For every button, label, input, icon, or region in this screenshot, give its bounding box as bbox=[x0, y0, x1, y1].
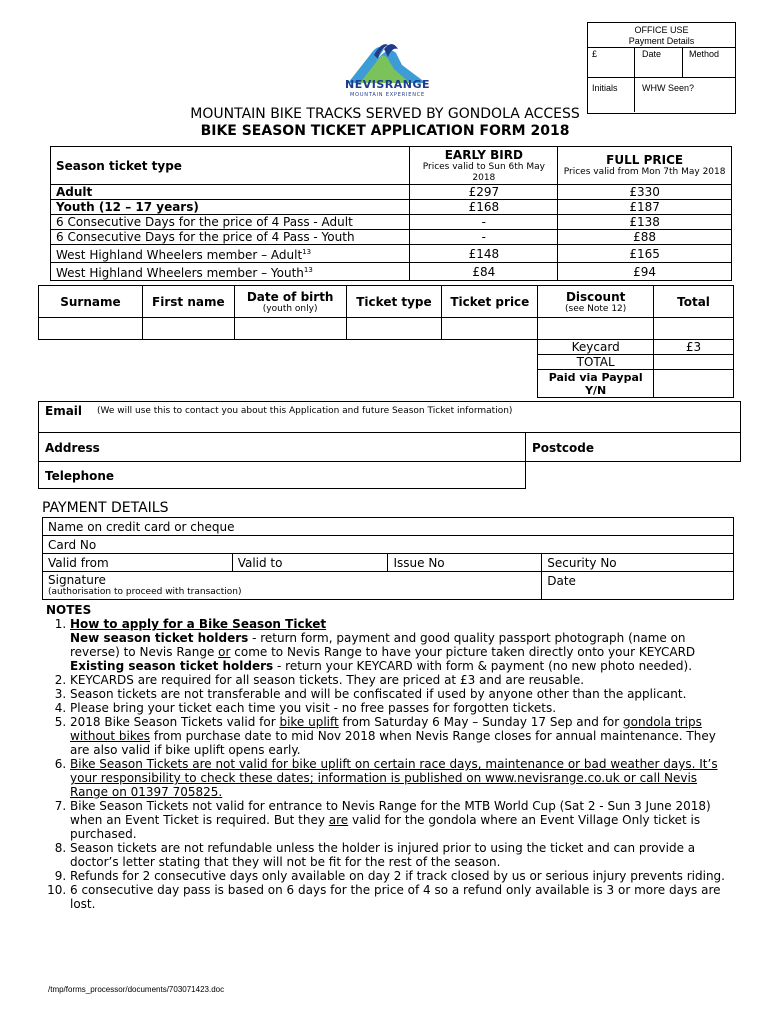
price-row bbox=[51, 185, 732, 200]
postcode-field[interactable] bbox=[525, 433, 741, 462]
card-no-field[interactable]: Card No bbox=[43, 536, 734, 554]
early-price: £297 bbox=[410, 185, 558, 200]
applicant-entry-row bbox=[39, 318, 734, 340]
early-price: £168 bbox=[410, 200, 558, 215]
signature-field[interactable] bbox=[43, 572, 542, 600]
note-1-existing-holders: Existing season ticket holders bbox=[70, 659, 274, 673]
note-item: 3. Season tickets are not transferable and will be confiscated if used by anyone other than the applicant. bbox=[70, 687, 736, 701]
early-bird-header bbox=[410, 147, 558, 185]
price-row bbox=[51, 230, 732, 245]
email-label: Email bbox=[45, 404, 83, 418]
full-price-header bbox=[558, 147, 732, 185]
early-bird-label: EARLY BIRD bbox=[444, 147, 523, 162]
keycard-label: Keycard bbox=[538, 340, 654, 355]
security-no-field[interactable]: Security No bbox=[542, 554, 734, 572]
ticket-type-header: Ticket type bbox=[346, 286, 442, 318]
dob-label: Date of birth bbox=[246, 289, 334, 304]
season-ticket-type-header: Season ticket type bbox=[51, 147, 410, 185]
note-item: 4. Please bring your ticket each time you visit - no free passes for forgotten tickets. bbox=[70, 701, 736, 715]
note-item: 2. KEYCARDS are required for all season tickets. They are priced at £3 and are reusable. bbox=[70, 673, 736, 687]
notes-section bbox=[46, 603, 736, 911]
keycard-price: £3 bbox=[654, 340, 734, 355]
notes-heading: NOTES bbox=[46, 603, 92, 617]
logo-tagline: MOUNTAIN EXPERIENCE bbox=[350, 92, 425, 98]
early-price: - bbox=[410, 215, 558, 230]
total-input[interactable] bbox=[654, 318, 734, 340]
office-date: Date bbox=[642, 49, 662, 59]
note-1-new-holders: New season ticket holders bbox=[70, 631, 249, 645]
early-price: £84 bbox=[410, 263, 558, 281]
ticket-type-name: 6 Consecutive Days for the price of 4 Pass - Youth bbox=[51, 230, 410, 245]
ticket-type-input[interactable] bbox=[346, 318, 442, 340]
full-price: £88 bbox=[558, 230, 732, 245]
form-title: BIKE SEASON TICKET APPLICATION FORM 2018 bbox=[200, 123, 570, 139]
note-item: 9. Refunds for 2 consecutive days only available on day 2 if track closed by us or serious injury prevents riding. bbox=[70, 869, 736, 883]
ticket-type-name: West Highland Wheelers member – Youth$^{13}$ bbox=[51, 263, 410, 281]
valid-from-field[interactable]: Valid from bbox=[43, 554, 233, 572]
signature-note: (authorisation to proceed with transaction) bbox=[48, 586, 242, 597]
ticket-type-name: Adult bbox=[51, 185, 410, 200]
early-bird-note: Prices valid to Sun 6th May 2018 bbox=[422, 161, 545, 183]
office-whw-seen: WHW Seen? bbox=[642, 83, 695, 93]
dob-header bbox=[234, 286, 346, 318]
price-row bbox=[51, 215, 732, 230]
name-on-card-field[interactable]: Name on credit card or cheque bbox=[43, 518, 734, 536]
issue-no-field[interactable]: Issue No bbox=[388, 554, 542, 572]
full-price: £138 bbox=[558, 215, 732, 230]
address-label: Address bbox=[45, 441, 100, 455]
footer-path: /tmp/forms_processor/documents/703071423.doc bbox=[48, 985, 225, 994]
office-use-box bbox=[587, 22, 736, 114]
office-pound: £ bbox=[592, 49, 598, 59]
full-price-note: Prices valid from Mon 7th May 2018 bbox=[563, 167, 726, 177]
office-use-subtitle: Payment Details bbox=[628, 36, 695, 46]
contact-block bbox=[38, 401, 742, 489]
office-method: Method bbox=[689, 49, 720, 59]
note-item: 10. 6 consecutive day pass is based on 6 days for the price of 4 so a refund only available is 3 or more days are lost. bbox=[70, 883, 736, 911]
note-item: 7. Bike Season Tickets not valid for entrance to Nevis Range for the MTB World Cup (Sat 2 - Sun 3 June 2018) when an Event Ticket is required. But they are valid for the gondola where an Event Village Only ticket is purchased. bbox=[70, 799, 736, 841]
logo-brand: NEVISRANGE bbox=[345, 78, 430, 91]
first-name-input[interactable] bbox=[142, 318, 234, 340]
telephone-label: Telephone bbox=[45, 469, 115, 483]
paid-paypal-label: Paid via Paypal Y/N bbox=[538, 370, 654, 398]
surname-input[interactable] bbox=[39, 318, 143, 340]
telephone-field[interactable] bbox=[38, 461, 526, 489]
email-field[interactable] bbox=[38, 401, 741, 433]
full-price: £187 bbox=[558, 200, 732, 215]
full-price: £165 bbox=[558, 245, 732, 263]
ticket-type-name: 6 Consecutive Days for the price of 4 Pass - Adult bbox=[51, 215, 410, 230]
note-item: 8. Season tickets are not refundable unless the holder is injured prior to using the ticket and can provide a doctor’s letter stating that they will not be fit for the rest of the season. bbox=[70, 841, 736, 869]
total-value-input[interactable] bbox=[654, 355, 734, 370]
total-header: Total bbox=[654, 286, 734, 318]
dob-input[interactable] bbox=[234, 318, 346, 340]
office-use-title: OFFICE USE bbox=[634, 25, 689, 35]
discount-header bbox=[538, 286, 654, 318]
signature-label: Signature bbox=[48, 572, 106, 587]
discount-note: (see Note 12) bbox=[565, 303, 627, 314]
first-name-header: First name bbox=[142, 286, 234, 318]
season-ticket-price-table bbox=[50, 146, 732, 281]
early-price: £148 bbox=[410, 245, 558, 263]
full-price: £94 bbox=[558, 263, 732, 281]
paid-paypal-input[interactable] bbox=[654, 370, 734, 398]
title-line-1: MOUNTAIN BIKE TRACKS SERVED BY GONDOLA ACCESS bbox=[190, 106, 580, 122]
price-row bbox=[51, 200, 732, 215]
full-price-label: FULL PRICE bbox=[606, 153, 684, 167]
note-item: 1. How to apply for a Bike Season Ticket New season ticket holders - return form, payment and good quality passport photograph (name on reverse) to Nevis Range or come to Nevis Range to have your picture taken directly onto your KEYCARD Existing season ticket holders - return your KEYCARD with form & payment (no new photo needed). bbox=[70, 617, 736, 673]
note-item: 6. Bike Season Tickets are not valid for bike uplift on certain race days, maintenance or bad weather days. It’s your responsibility to check these dates; information is published on www.nevisrange.co.uk or call Nevis Range on 01397 705825. bbox=[70, 757, 736, 799]
dob-note: (youth only) bbox=[262, 303, 318, 314]
valid-to-field[interactable]: Valid to bbox=[232, 554, 388, 572]
payment-details-table bbox=[42, 517, 734, 600]
ticket-price-input[interactable] bbox=[442, 318, 538, 340]
price-row bbox=[51, 245, 732, 263]
email-note: (We will use this to contact you about this Application and future Season Ticket information) bbox=[97, 406, 513, 416]
date-field[interactable]: Date bbox=[542, 572, 734, 600]
surname-header: Surname bbox=[39, 286, 143, 318]
note-item: 5. 2018 Bike Season Tickets valid for bike uplift from Saturday 6 May – Sunday 17 Sep and for gondola trips without bikes from purchase date to mid Nov 2018 when Nevis Range closes for annual maintenance. They are also valid if bike uplift opens early. bbox=[70, 715, 736, 757]
ticket-price-header: Ticket price bbox=[442, 286, 538, 318]
ticket-type-name: West Highland Wheelers member – Adult$^{13}$ bbox=[51, 245, 410, 263]
full-price: £330 bbox=[558, 185, 732, 200]
price-row bbox=[51, 263, 732, 281]
payment-details-heading: PAYMENT DETAILS bbox=[42, 500, 169, 516]
ticket-type-name: Youth (12 – 17 years) bbox=[51, 200, 410, 215]
applicant-table bbox=[38, 285, 734, 398]
nevisrange-logo bbox=[340, 35, 435, 105]
discount-input[interactable] bbox=[538, 318, 654, 340]
total-label: TOTAL bbox=[538, 355, 654, 370]
office-initials: Initials bbox=[592, 83, 618, 93]
postcode-label: Postcode bbox=[532, 441, 595, 455]
early-price: - bbox=[410, 230, 558, 245]
discount-label: Discount bbox=[565, 289, 626, 304]
note-1-title: How to apply for a Bike Season Ticket bbox=[70, 617, 327, 631]
address-field[interactable] bbox=[38, 433, 526, 461]
